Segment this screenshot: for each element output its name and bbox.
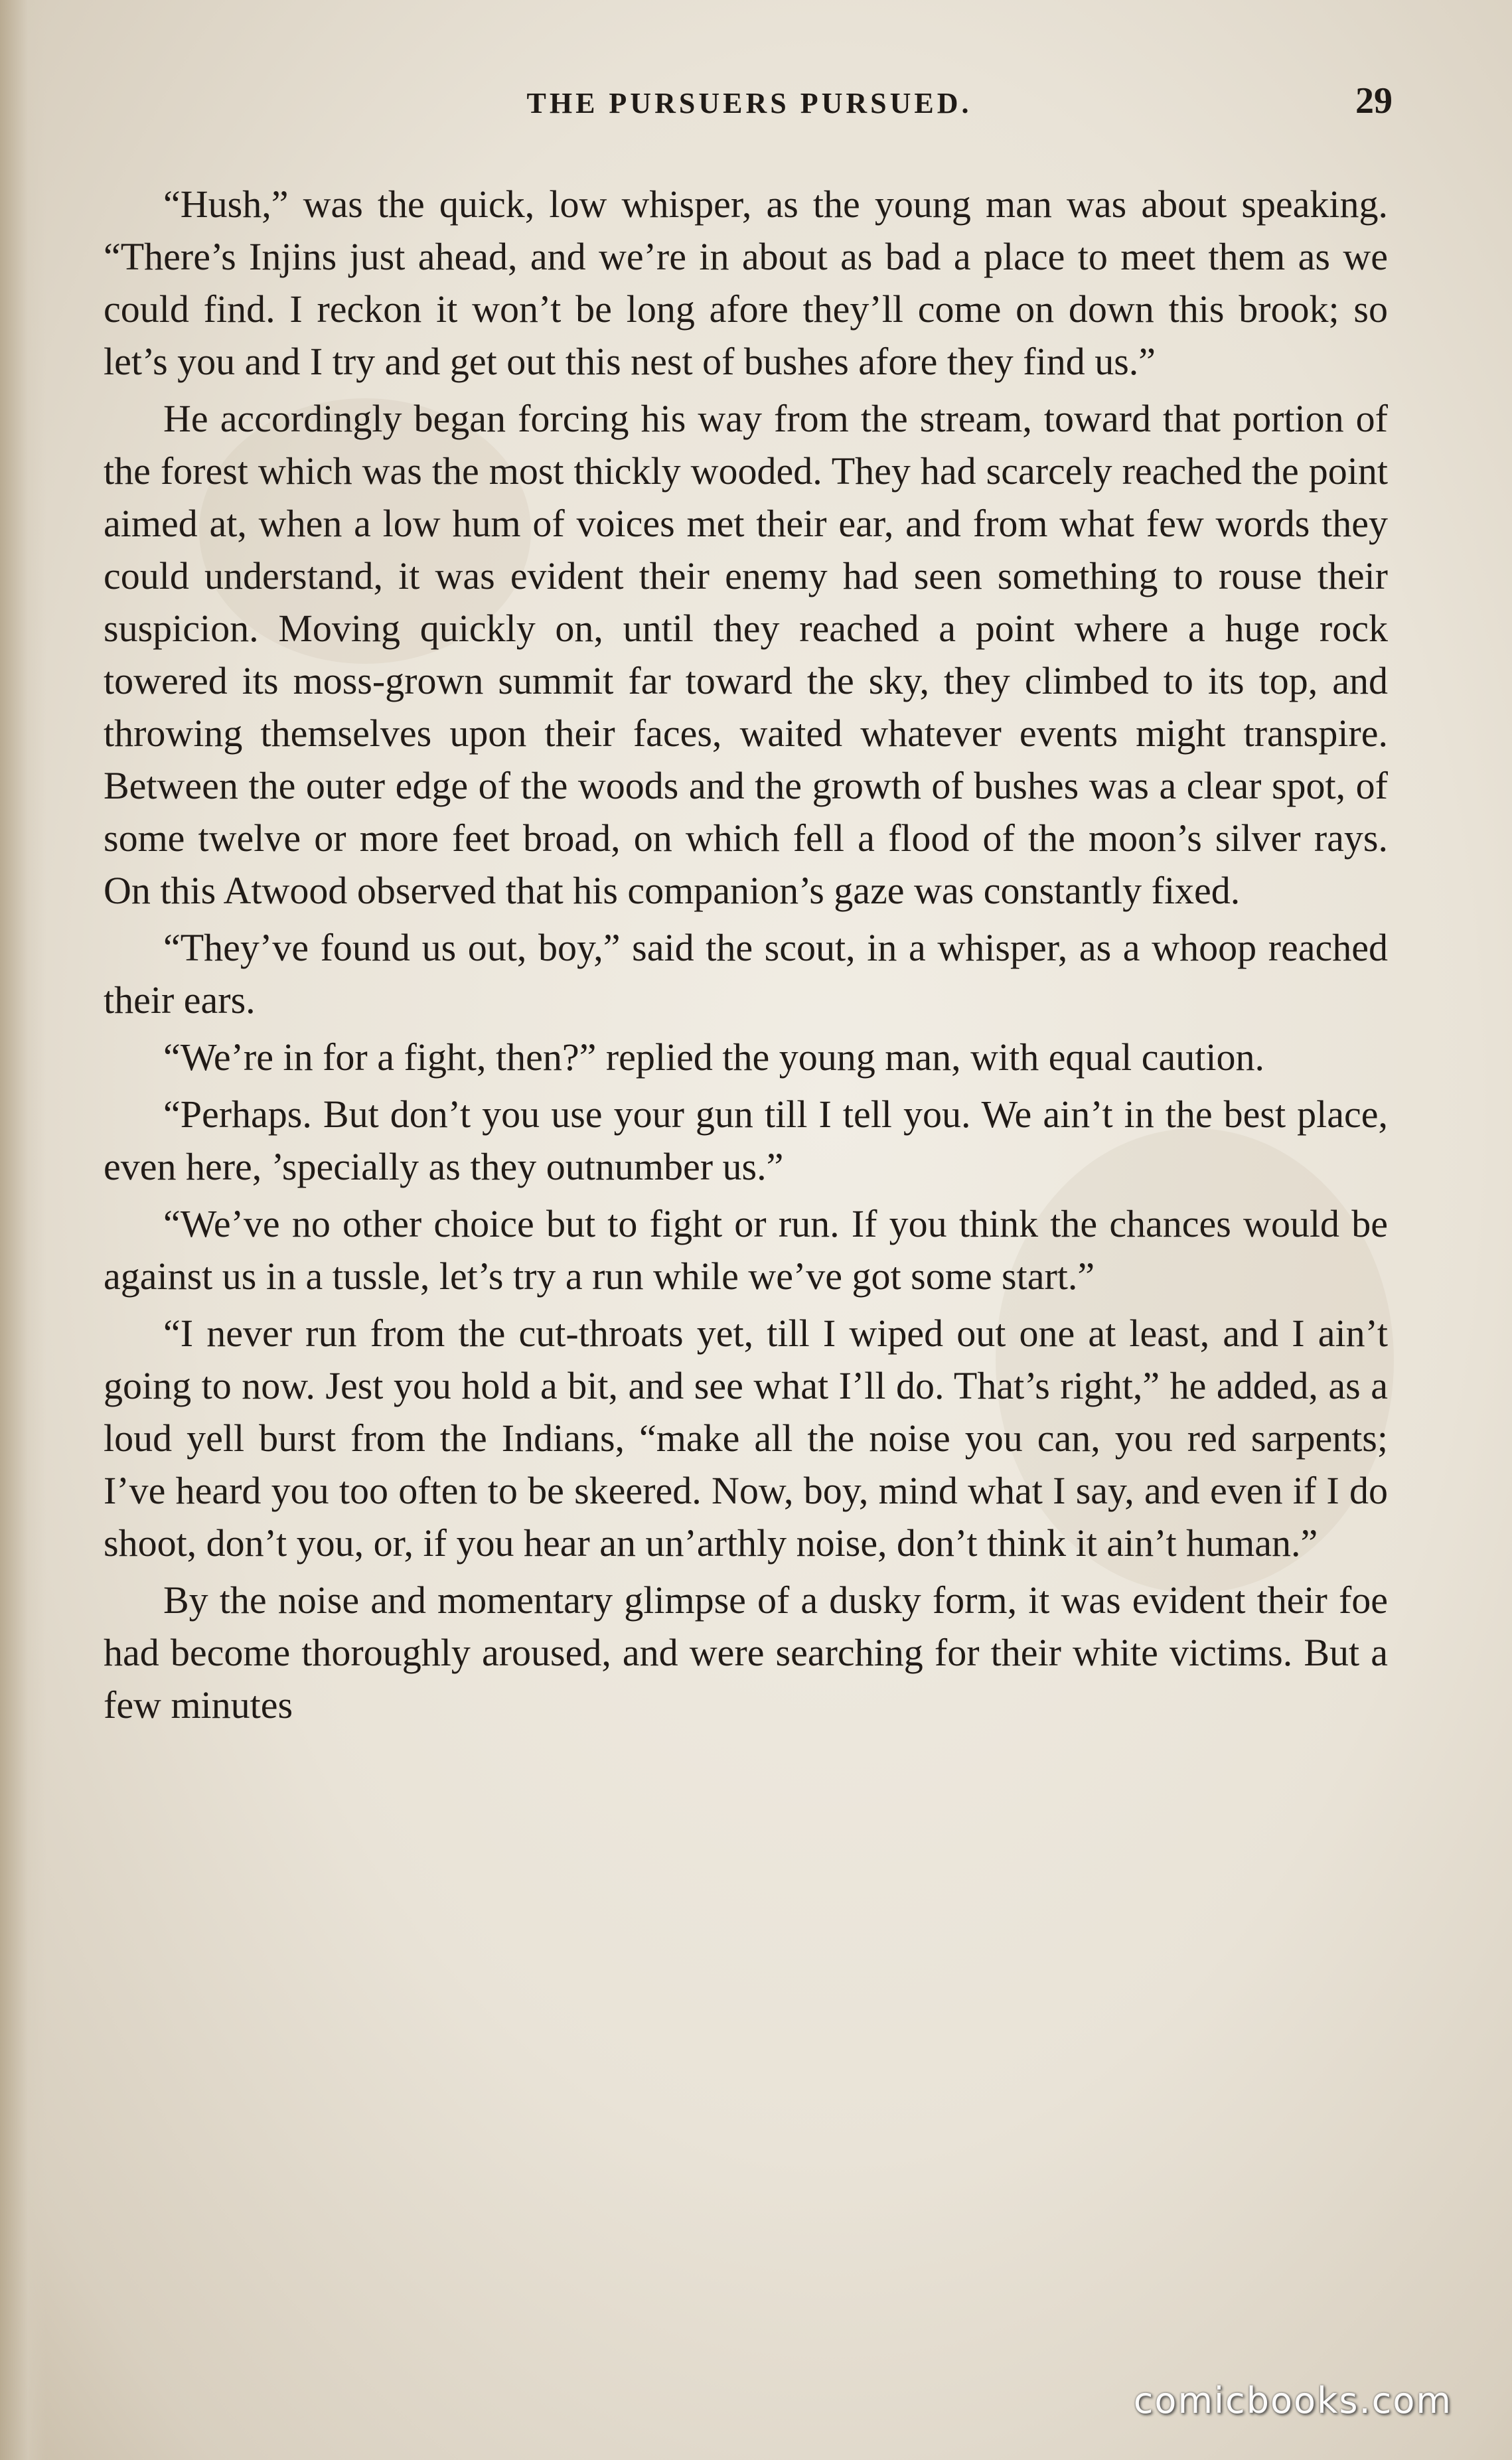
page-gutter-shadow [0,0,46,2460]
paragraph: “Hush,” was the quick, low whisper, as the young man was about speaking. “There’s Injins just ahead, and we’re in about as bad a place to meet them as we could find. I reckon it won’t be long afore they’ll come on down this brook; so let’s you and I try and get out this nest of bushes afore they find us.” [104,183,1388,383]
body-text [104,178,1388,1736]
paragraph: “I never run from the cut-throats yet, till I wiped out one at least, and I ain’t going to now. Jest you hold a bit, and see what I’ll do. That’s right,” he added, as a loud yell burst from the Indians, “make all the noise you can, you red sarpents; I’ve heard you too often to be skeered. Now, boy, mind what I say, and even if I do shoot, don’t you, or, if you hear an un’arthly noise, don’t think it ain’t human.” [104,1312,1388,1565]
paragraph: By the noise and momentary glimpse of a dusky form, it was evident their foe had become thoroughly aroused, and were searching for their white victims. But a few minutes [104,1578,1388,1727]
running-head: THE PURSUERS PURSUED. [526,87,972,119]
paragraph: “We’re in for a fight, then?” replied the young man, with equal caution. [163,1036,1265,1079]
page-header [106,80,1393,133]
paragraph: “Perhaps. But don’t you use your gun till I tell you. We ain’t in the best place, even here, ’specially as they outnumber us.” [104,1093,1388,1188]
page-number: 29 [1355,80,1393,121]
paragraph: “We’ve no other choice but to fight or run. If you think the chances would be against us in a tussle, let’s try a run while we’ve got some start.” [104,1202,1388,1298]
paragraph: He accordingly began forcing his way from the stream, toward that portion of the forest which was the most thickly wooded. They had scarcely reached the point aimed at, when a low hum of voices met their ear, and from what few words they could understand, it was evident their enemy had seen something to rouse their suspicion. Moving quickly on, until they reached a point where a huge rock towered its moss-grown summit far toward the sky, they climbed to its top, and throwing themselves upon their faces, waited whatever events might transpire. Between the outer edge of the woods and the growth of bushes was a clear spot, of some twelve or more feet broad, on which fell a flood of the moon’s silver rays. On this Atwood observed that his companion’s gaze was constantly fixed. [104,397,1388,912]
watermark: comicbooks.com [1133,2380,1452,2422]
paragraph: “They’ve found us out, boy,” said the scout, in a whisper, as a whoop reached their ears. [104,926,1388,1022]
